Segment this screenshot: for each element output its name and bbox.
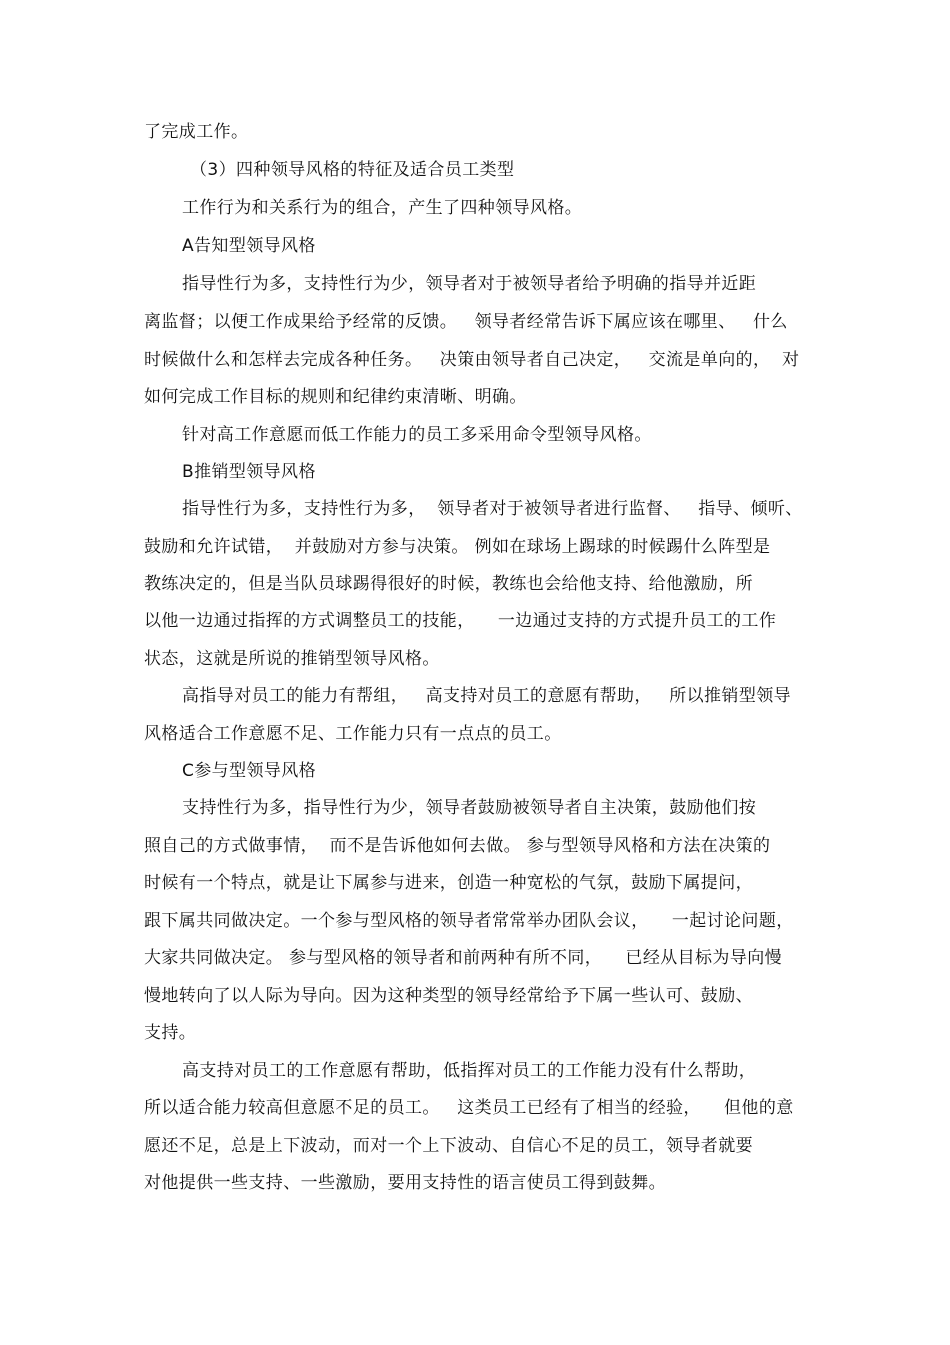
paragraph-line: 时候有一个特点，就是让下属参与进来，创造一种宽松的气氛，鼓励下属提问， bbox=[144, 873, 753, 893]
paragraph-line: 如何完成工作目标的规则和纪律约束清晰、明确。 bbox=[144, 387, 527, 407]
paragraph-line: 指导性行为多，支持性行为多， 领导者对于被领导者进行监督、 指导、倾听、 bbox=[182, 499, 803, 519]
section-heading: （3）四种领导风格的特征及适合员工类型 bbox=[190, 160, 515, 180]
subsection-heading: A告知型领导风格 bbox=[182, 236, 316, 256]
paragraph-line: 状态，这就是所说的推销型领导风格。 bbox=[144, 649, 440, 669]
paragraph-line: 支持性行为多，指导性行为少，领导者鼓励被领导者自主决策，鼓励他们按 bbox=[182, 798, 757, 818]
paragraph-line: 风格适合工作意愿不足、工作能力只有一点点的员工。 bbox=[144, 724, 562, 744]
paragraph-line: 照自己的方式做事情， 而不是告诉他如何去做。 参与型领导风格和方法在决策的 bbox=[144, 836, 771, 856]
paragraph-line: 对他提供一些支持、一些激励，要用支持性的语言使员工得到鼓舞。 bbox=[144, 1173, 666, 1193]
text-line: 了完成工作。 bbox=[144, 122, 249, 142]
paragraph-line: 高支持对员工的工作意愿有帮助，低指挥对员工的工作能力没有什么帮助， bbox=[182, 1061, 757, 1081]
paragraph-line: 工作行为和关系行为的组合，产生了四种领导风格。 bbox=[182, 198, 583, 218]
paragraph-line: 教练决定的，但是当队员球踢得很好的时候，教练也会给他支持、给他激励，所 bbox=[144, 574, 753, 594]
paragraph-line: 时候做什么和怎样去完成各种任务。 决策由领导者自己决定， 交流是单向的， 对 bbox=[144, 350, 800, 370]
paragraph-line: 所以适合能力较高但意愿不足的员工。 这类员工已经有了相当的经验， 但他的意 bbox=[144, 1098, 794, 1118]
paragraph-line: 慢地转向了以人际为导向。因为这种类型的领导经常给予下属一些认可、鼓励、 bbox=[144, 986, 753, 1006]
paragraph-line: 支持。 bbox=[144, 1023, 197, 1043]
paragraph-line: 高指导对员工的能力有帮组， 高支持对员工的意愿有帮助， 所以推销型领导 bbox=[182, 686, 792, 706]
paragraph-line: 针对高工作意愿而低工作能力的员工多采用命令型领导风格。 bbox=[182, 425, 652, 445]
paragraph-line: 指导性行为多，支持性行为少，领导者对于被领导者给予明确的指导并近距 bbox=[182, 274, 757, 294]
paragraph-line: 鼓励和允许试错， 并鼓励对方参与决策。 例如在球场上踢球的时候踢什么阵型是 bbox=[144, 537, 771, 557]
paragraph-line: 愿还不足，总是上下波动，而对一个上下波动、自信心不足的员工，领导者就要 bbox=[144, 1136, 753, 1156]
paragraph-line: 跟下属共同做决定。一个参与型风格的领导者常常举办团队会议， 一起讨论问题， bbox=[144, 911, 794, 931]
subsection-heading: C参与型领导风格 bbox=[182, 761, 317, 781]
paragraph-line: 大家共同做决定。 参与型风格的领导者和前两种有所不同， 已经从目标为导向慢 bbox=[144, 948, 783, 968]
paragraph-line: 以他一边通过指挥的方式调整员工的技能， 一边通过支持的方式提升员工的工作 bbox=[144, 611, 777, 631]
subsection-heading: B推销型领导风格 bbox=[182, 462, 316, 482]
paragraph-line: 离监督；以便工作成果给予经常的反馈。 领导者经常告诉下属应该在哪里、 什么 bbox=[144, 312, 788, 332]
